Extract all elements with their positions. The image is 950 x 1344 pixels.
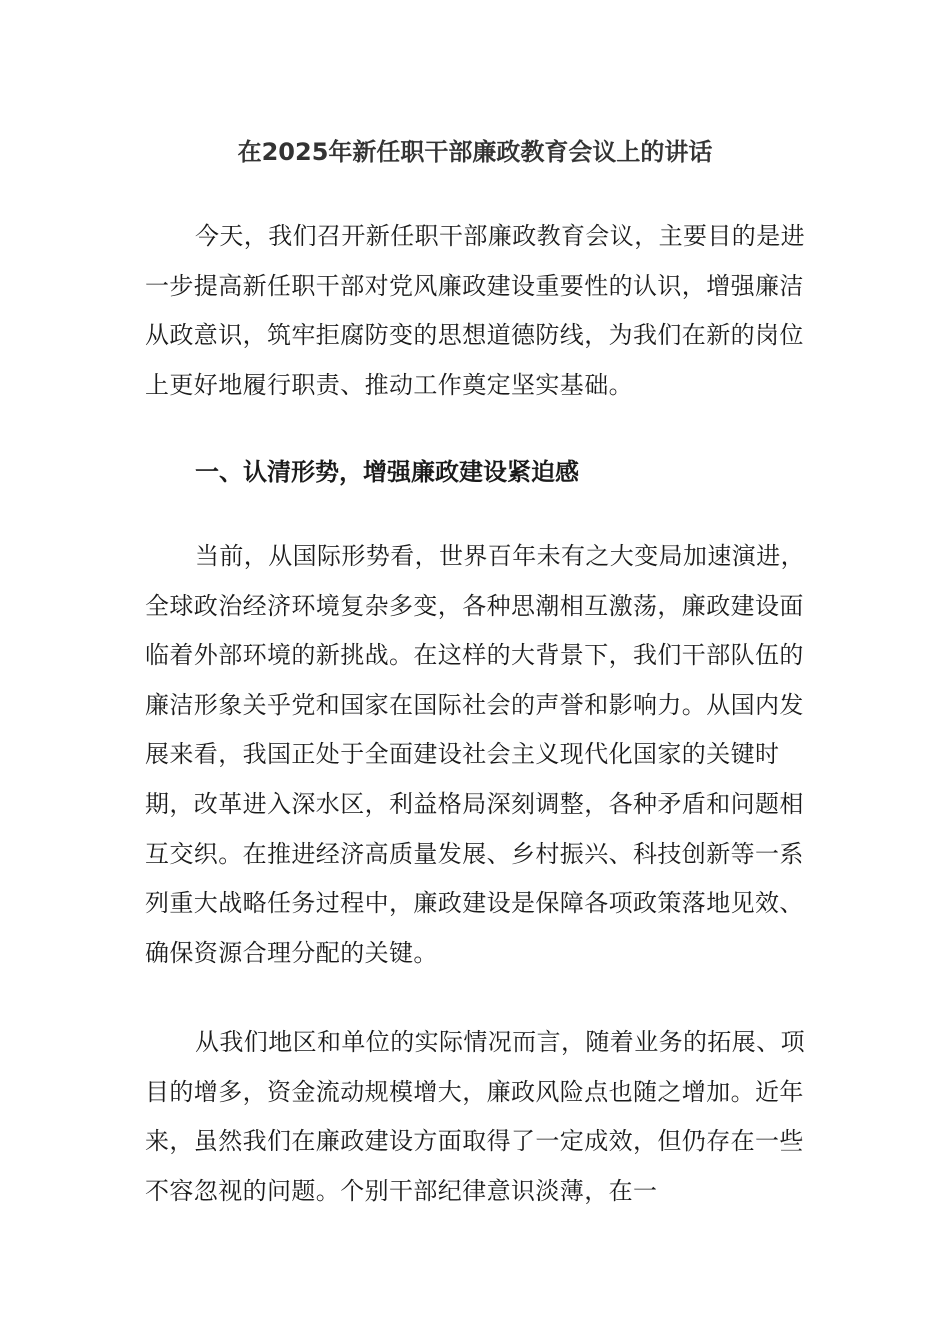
intro-paragraph: 今天，我们召开新任职干部廉政教育会议，主要目的是进一步提高新任职干部对党风廉政建设重要性的认识，增强廉洁从政意识，筑牢拒腐防变的思想道德防线，为我们在新的岗位上更好地履行职责、推动工作奠定坚实基础。 (145, 222, 805, 399)
local-situation-paragraph: 从我们地区和单位的实际情况而言，随着业务的拓展、项目的增多，资金流动规模增大，廉政风险点也随之增加。近年来，虽然我们在廉政建设方面取得了一定成效，但仍存在一些不容忽视的问题。个别干部纪律意识淡薄，在一 (145, 1028, 805, 1205)
section-heading: 一、认清形势，增强廉政建设紧迫感 (195, 458, 579, 486)
document-title: 在2025年新任职干部廉政教育会议上的讲话 (237, 138, 713, 166)
situation-paragraph: 当前，从国际形势看，世界百年未有之大变局加速演进，全球政治经济环境复杂多变，各种思潮相互激荡，廉政建设面临着外部环境的新挑战。在这样的大背景下，我们干部队伍的廉洁形象关乎党和国家在国际社会的声誉和影响力。从国内发展来看，我国正处于全面建设社会主义现代化国家的关键时期，改革进入深水区，利益格局深刻调整，各种矛盾和问题相互交织。在推进经济高质量发展、乡村振兴、科技创新等一系列重大战略任务过程中，廉政建设是保障各项政策落地见效、确保资源合理分配的关键。 (145, 542, 805, 967)
